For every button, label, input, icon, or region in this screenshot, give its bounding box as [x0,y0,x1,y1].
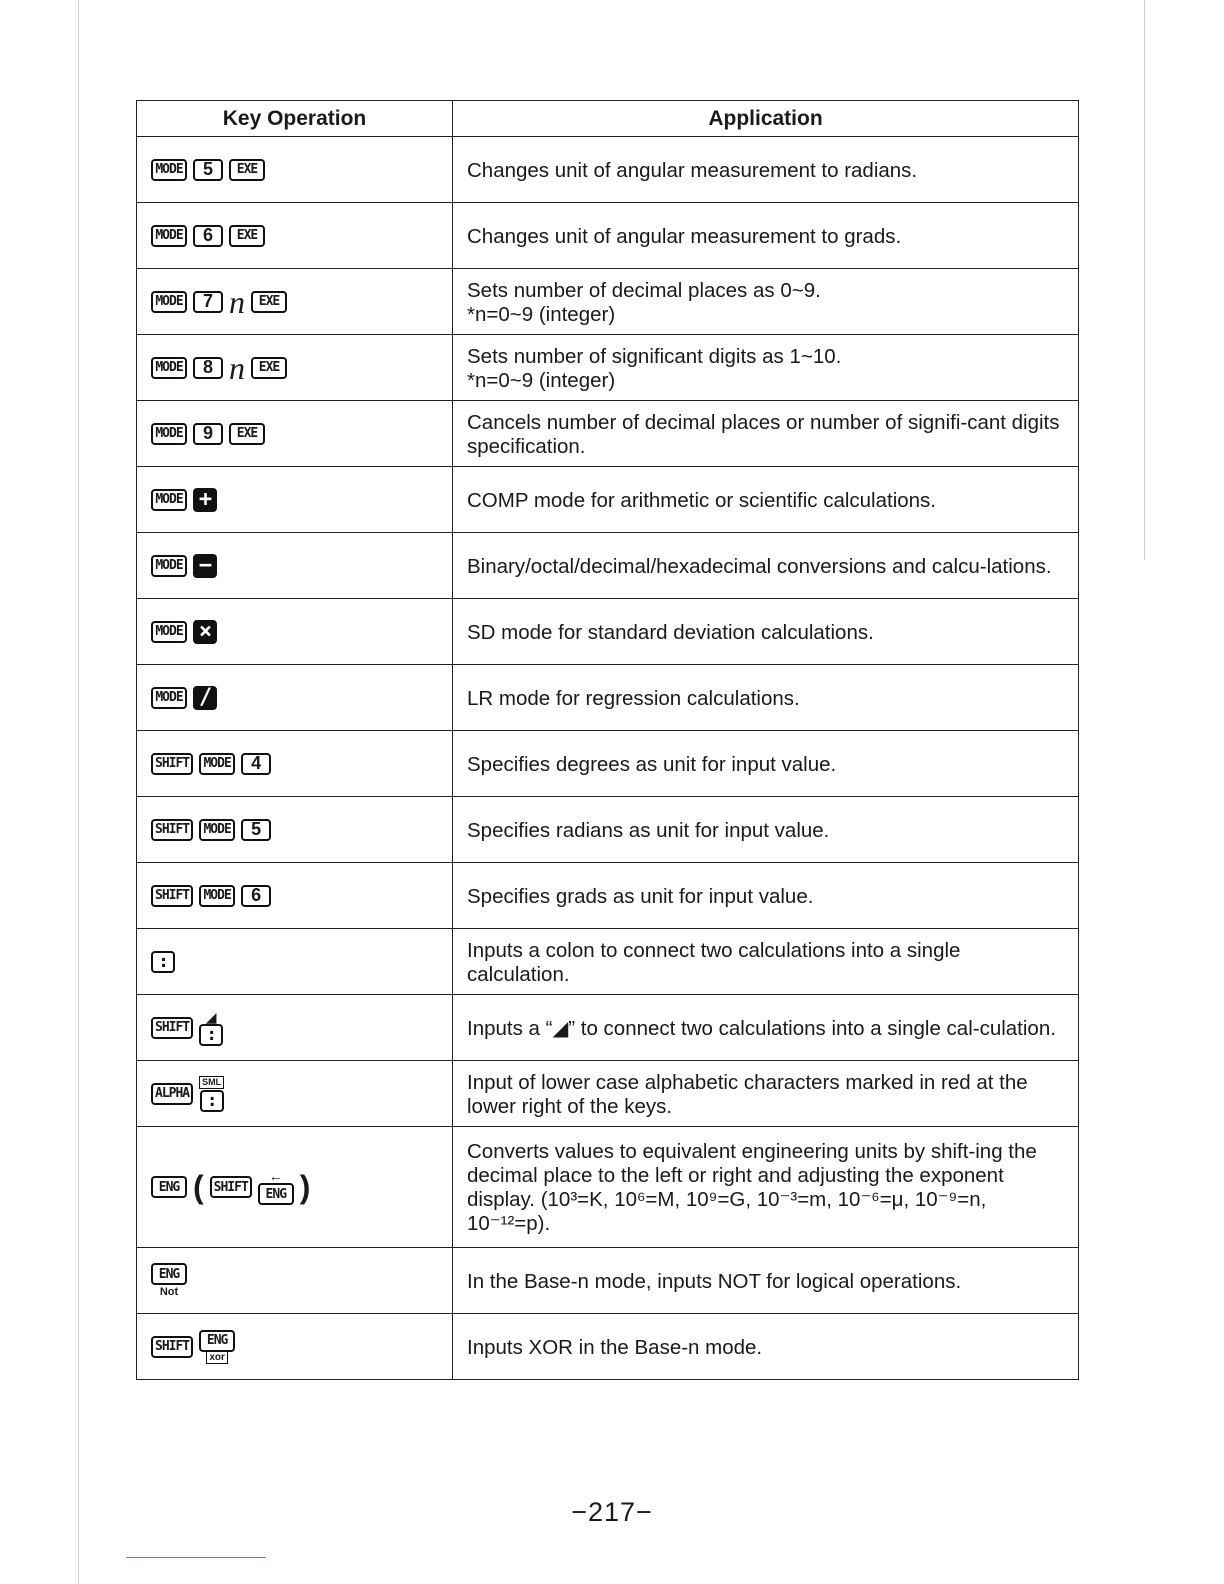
exe-key: EXE [229,225,265,247]
application-text: Specifies grads as unit for input value. [453,863,1079,929]
mode-key: MODE [151,159,187,181]
mode-key: MODE [199,885,235,907]
eng-key: ENG [258,1183,294,1205]
key-sequence [151,554,452,578]
mode-key: MODE [151,291,187,313]
table-row [137,269,1079,335]
divide-key: / [193,686,217,710]
key-sequence [151,1076,452,1112]
application-text: SD mode for standard deviation calculations. [453,599,1079,665]
minus-key: − [193,554,217,578]
not-label: Not [159,1286,179,1298]
key-sequence [151,620,452,644]
key-sequence [151,1330,452,1364]
application-text: Sets number of decimal places as 0~9. [467,278,821,302]
application-note: *n=0~9 (integer) [467,302,616,326]
shift-key: SHIFT [151,1336,193,1358]
table-row [137,533,1079,599]
eng-key-group [199,1330,235,1364]
variable-n: n [229,349,245,386]
shift-key: SHIFT [151,753,193,775]
key-sequence [151,819,452,841]
plus-key: + [193,488,217,512]
page-number: −217− [571,1497,653,1527]
mode-key: MODE [199,819,235,841]
application-text: COMP mode for arithmetic or scientific calculations. [453,467,1079,533]
key-sequence [151,1010,452,1046]
table-row [137,467,1079,533]
footer-rule [126,1557,266,1558]
application-text: Inputs XOR in the Base-n mode. [453,1314,1079,1380]
shift-key: SHIFT [151,885,193,907]
shift-key: SHIFT [151,1017,193,1039]
close-paren: ) [299,1169,311,1205]
shift-key: SHIFT [210,1176,252,1198]
application-text: Inputs a colon to connect two calculations into a single calculation. [453,929,1079,995]
application-text: Cancels number of decimal places or number of signifi-cant digits specification. [453,401,1079,467]
table-row [137,335,1079,401]
key-sequence [151,488,452,512]
eng-key: ENG [199,1330,235,1352]
key-sequence [151,1263,452,1298]
key-sequence [151,225,452,247]
application-note: *n=0~9 (integer) [467,368,616,392]
colon-key: : [200,1090,224,1112]
eng-key-group [258,1169,294,1205]
digit-key: 4 [241,753,271,775]
application-text: Input of lower case alphabetic characters marked in red at the lower right of the keys. [453,1061,1079,1127]
binding-edge-right [1144,0,1145,560]
digit-key: 9 [193,423,223,445]
application-text: Specifies degrees as unit for input value. [453,731,1079,797]
table-row [137,797,1079,863]
application-text: Binary/octal/decimal/hexadecimal conversions and calcu-lations. [453,533,1079,599]
alpha-key: ALPHA [151,1083,193,1105]
application-text: Changes unit of angular measurement to radians. [453,137,1079,203]
mode-key: MODE [151,489,187,511]
table-row [137,1248,1079,1314]
key-sequence [151,686,452,710]
key-sequence [151,283,452,320]
eng-key-group [151,1263,187,1298]
colon-key: : [151,951,175,973]
exe-key: EXE [229,423,265,445]
table-row [137,929,1079,995]
application-text: Sets number of significant digits as 1~10. [467,344,842,368]
table-row [137,863,1079,929]
colon-key-group [199,1010,223,1046]
key-sequence [151,1169,452,1205]
digit-key: 6 [241,885,271,907]
exe-key: EXE [251,291,287,313]
colon-key: : [199,1024,223,1046]
application-text: Specifies radians as unit for input value. [453,797,1079,863]
mode-key: MODE [151,687,187,709]
table-row [137,401,1079,467]
application-text: LR mode for regression calculations. [453,665,1079,731]
variable-n: n [229,283,245,320]
key-sequence [151,159,452,181]
application-text: In the Base-n mode, inputs NOT for logical operations. [453,1248,1079,1314]
multiply-key: × [193,620,217,644]
table-header-row [137,101,1079,137]
table-row [137,1127,1079,1248]
binding-edge-left [78,0,79,1584]
application-exponent-list: (10³=K, 10⁶=M, 10⁹=G, 10⁻³=m, 10⁻⁶=μ, 10⁻⁹=n, 10⁻¹²=p). [467,1188,987,1235]
mode-key: MODE [199,753,235,775]
digit-key: 6 [193,225,223,247]
colon-key-group [199,1076,224,1112]
sml-label: SML [199,1076,224,1089]
digit-key: 8 [193,357,223,379]
key-sequence [151,753,452,775]
key-sequence [151,885,452,907]
digit-key: 5 [193,159,223,181]
shift-key: SHIFT [151,819,193,841]
table-row [137,665,1079,731]
application-text: Changes unit of angular measurement to grads. [453,203,1079,269]
table-row [137,731,1079,797]
open-paren: ( [193,1169,204,1205]
mode-key: MODE [151,225,187,247]
table-row [137,1314,1079,1380]
table-row [137,203,1079,269]
application-text: Converts values to equivalent engineering units by shift-ing the decimal place to the left or right and adjusting the exponent display. [467,1140,1037,1211]
key-sequence [151,349,452,386]
mode-key: MODE [151,621,187,643]
key-sequence [151,951,452,973]
table-row [137,137,1079,203]
left-arrow-icon: ← [268,1168,283,1184]
exe-key: EXE [251,357,287,379]
digit-key: 5 [241,819,271,841]
table-row [137,1061,1079,1127]
mode-key: MODE [151,555,187,577]
digit-key: 7 [193,291,223,313]
xor-label: xor [206,1352,228,1364]
table-row [137,599,1079,665]
exe-key: EXE [229,159,265,181]
header-key-operation: Key Operation [137,101,453,137]
header-application: Application [453,101,1079,137]
table-row [137,995,1079,1061]
display-triangle-icon: ◢ [205,1008,217,1025]
key-sequence [151,423,452,445]
application-text: Inputs a “◢” to connect two calculations into a single cal-culation. [453,995,1079,1061]
mode-key: MODE [151,357,187,379]
eng-key: ENG [151,1263,187,1285]
mode-key: MODE [151,423,187,445]
eng-key: ENG [151,1176,187,1198]
key-operation-table [136,100,1079,1380]
